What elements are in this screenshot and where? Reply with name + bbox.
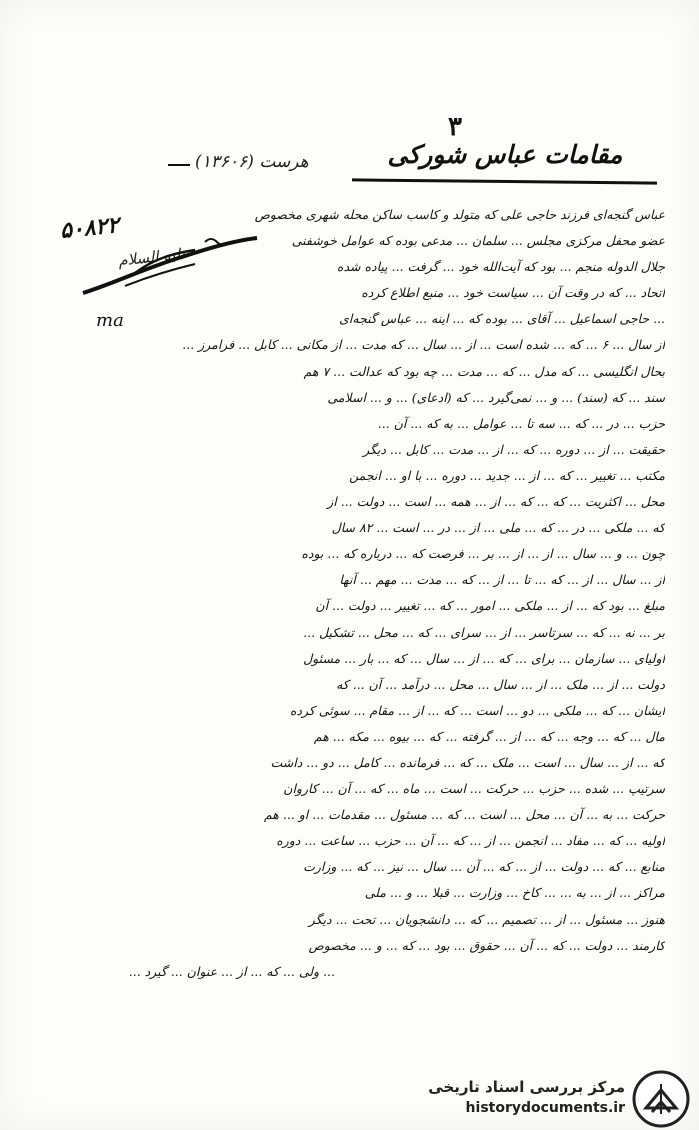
- text-line: دولت ... از ... ملک ... از ... سال ... محل ... درآمد ... آن ... که: [336, 676, 665, 692]
- text-line: از ... سال ... از ... که ... تا ... از ... که ... مدت ... مهم ... آنها: [339, 572, 665, 588]
- text-line: عباس گنجه‌ای فرزند حاجی علی که متولد و کاسب ساکن محله شهری مخصوص: [254, 207, 665, 222]
- text-line: حقیقت ... از ... دوره ... که ... از ... مدت ... کابل ... دیگر: [363, 441, 665, 457]
- text-line: اتحاد ... که در وقت آن ... سیاست خود ... منبع اطلاع کرده: [361, 285, 665, 301]
- footer-title: مرکز بررسی اسناد تاریخی: [428, 1078, 625, 1096]
- title-note: هرست (۱۳۶۰۶): [195, 152, 309, 172]
- footer-url[interactable]: historydocuments.ir: [465, 1100, 625, 1116]
- text-line: چون ... و ... سال ... از ... از ... بر ... فرصت که ... درباره که ... بوده: [301, 546, 665, 562]
- text-line: ... حاجی اسماعیل ... آقای ... بوده که ... اینه ... عباس گنجه‌ای: [339, 311, 665, 327]
- text-line: ... ولی ... که ... از ... عنوان ... گیرد ...: [128, 963, 335, 979]
- text-line: بر ... نه ... که ... سرتاسر ... از ... سرای ... که ... محل ... تشکیل ...: [303, 624, 665, 640]
- text-line: جلال الدوله منجم ... بود که آیت‌الله خود ... گرفت ... پیاده شده: [336, 259, 665, 275]
- margin-number: ۵۰۸۲۲: [58, 211, 121, 245]
- text-line: مراکز ... از ... به ... ... کاخ ... وزارت ... قبلا ... و ... ملی: [364, 885, 665, 901]
- text-line: عضو محفل مرکزی مجلس ... سلمان ... مدعی بوده که عوامل خوشفنی: [291, 233, 665, 249]
- text-line: بحال انگلیسی ... که مدل ... که ... مدت ... چه بود که عدالت ... ۷ هم: [303, 363, 665, 379]
- text-line: هنوز ... مسئول ... از ... تصمیم ... که ... دانشجویان ... تحت ... دیگر: [308, 911, 665, 927]
- page-number: ۳: [448, 112, 462, 142]
- text-line: که ... ملکی ... در ... که ... ملی ... از ... در ... است ... ۸۲ سال: [331, 520, 665, 536]
- text-line: اولیه ... که ... مفاد ... انجمن ... از ... که ... آن ... حزب ... ساعت ... دوره: [276, 833, 665, 849]
- text-line: مال ... که ... وجه ... که ... از ... گرفته ... که ... بیوه ... مکه ... هم: [313, 728, 665, 744]
- text-line: حرکت ... به ... آن ... محل ... است ... که ... مسئول ... مقدمات ... او ... هم: [263, 807, 665, 823]
- document-title: مقامات عباس شورکی: [387, 140, 623, 169]
- text-line: سرتیپ ... شده ... حزب ... حرکت ... است ... ماه ... که ... آن ... کاروان: [283, 781, 665, 797]
- margin-note: علیه السلام: [117, 244, 191, 270]
- text-line: اولیای ... سازمان ... برای ... که ... از ... سال ... که ... بار ... مسئول: [303, 650, 665, 666]
- text-line: از سال ... ۶ ... که ... شده است ... از ... سال ... که مدت ... از مکانی ... کابل ... فرامرز ...: [182, 337, 665, 353]
- text-line: ایشان ... که ... ملکی ... دو ... است ... که ... از ... مقام ... سوئی کرده: [289, 702, 665, 718]
- margin-mark: ma: [96, 310, 124, 331]
- text-line: منابع ... که ... دولت ... از ... که ... آن ... سال ... نیز ... که ... وزارت: [303, 859, 665, 875]
- title-dash: [168, 164, 190, 166]
- letter-body: [55, 202, 665, 985]
- title-underline: [352, 178, 657, 184]
- book-quill-logo-icon: [632, 1070, 690, 1128]
- text-line: مکتب ... تغییر ... که ... از ... جدید ... دوره ... با او ... انجمن: [349, 467, 665, 483]
- text-line: سند ... که (سند) ... و ... نمی‌گیرد ... که (ادعای) ... و ... اسلامی: [327, 389, 665, 405]
- text-line: که ... از ... سال ... است ... ملک ... که ... فرمانده ... کامل ... دو ... داشت: [270, 754, 665, 770]
- text-line: کارمند ... دولت ... که ... آن ... حقوق ... بود ... که ... و ... مخصوص: [308, 937, 665, 953]
- text-line: حزب ... در ... که ... سه تا ... عوامل ... به که ... آن ...: [377, 415, 665, 431]
- text-line: محل ... اکثریت ... که ... که ... از ... همه ... است ... دولت ... از: [327, 494, 665, 510]
- text-line: مبلغ ... بود که ... از ... ملکی ... امور ... که ... تغییر ... دولت ... آن: [315, 598, 665, 614]
